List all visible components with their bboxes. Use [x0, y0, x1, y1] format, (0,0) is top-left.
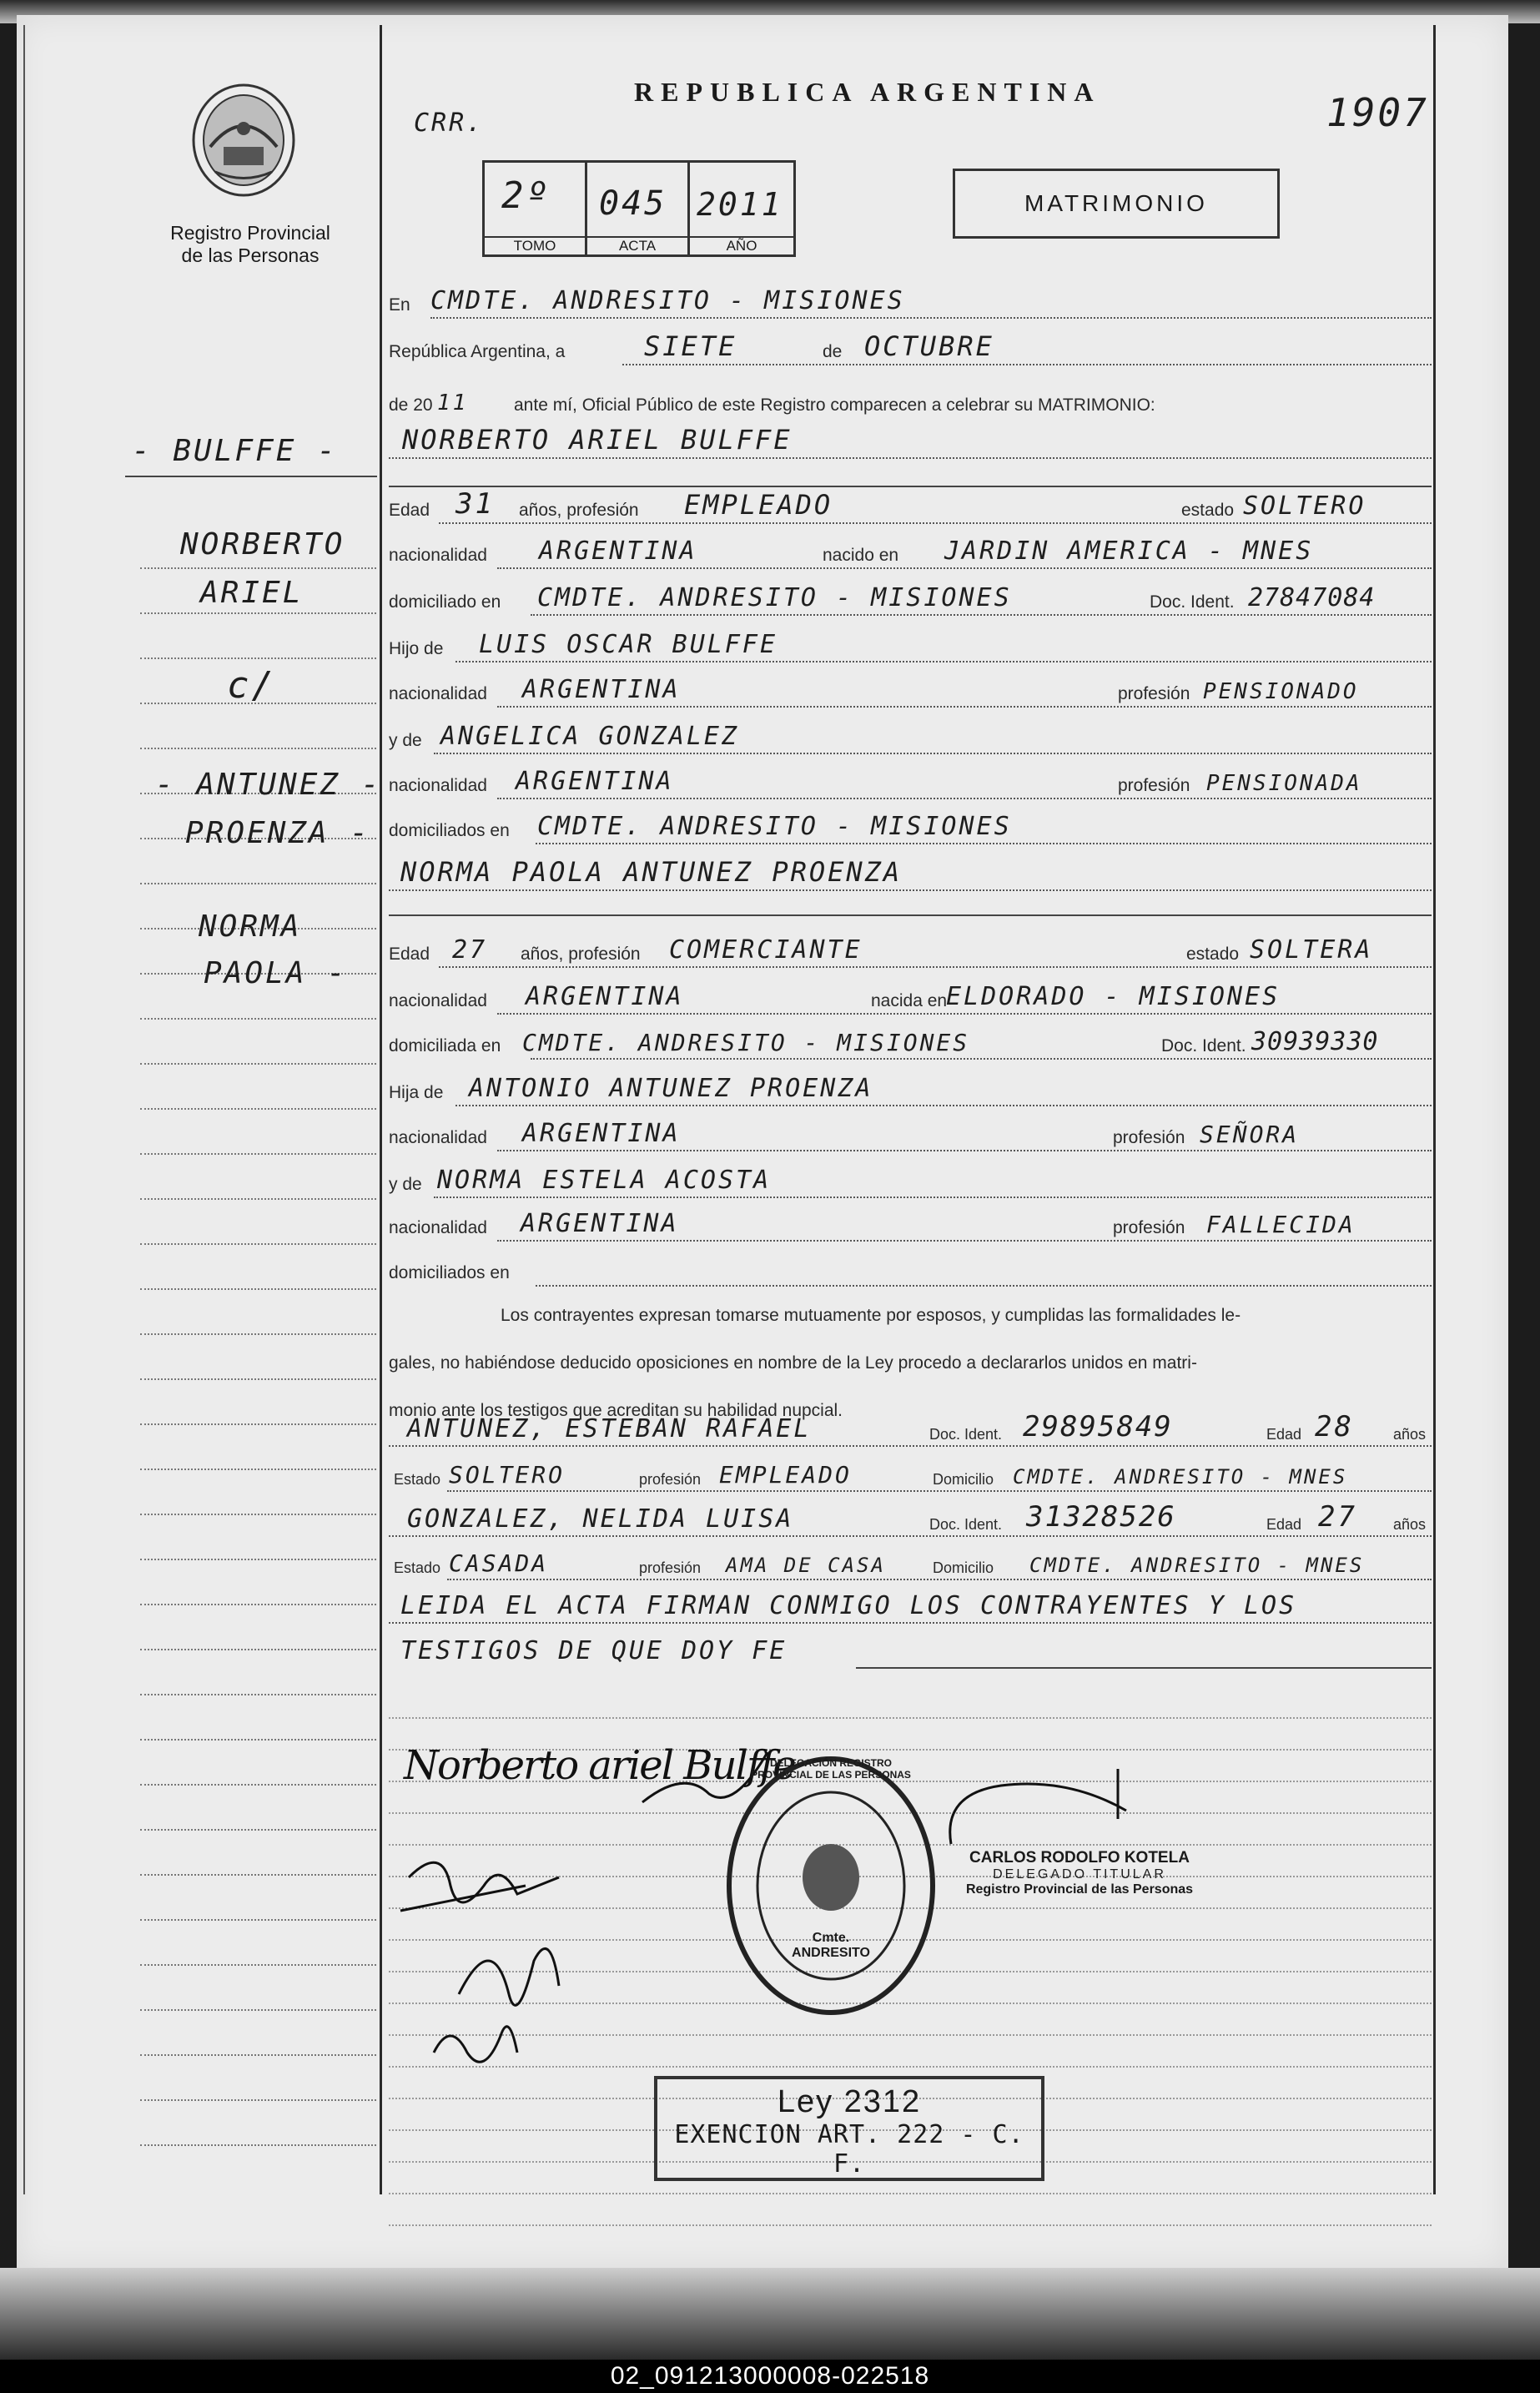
margin-ruled-line: [140, 657, 376, 659]
groom-anos-profesion: años, profesión: [519, 501, 639, 520]
page-number: 1907: [1326, 90, 1429, 135]
margin-ruled-line: [140, 1243, 376, 1245]
margin-ruled-line: [140, 2099, 376, 2101]
margin-ruled-line: [140, 1378, 376, 1380]
year-suffix: 11: [437, 390, 469, 416]
bride-father-prof: SEÑORA: [1200, 1121, 1300, 1148]
acta-cell: [587, 163, 690, 254]
place-value: CMDTE. ANDRESITO - MISIONES: [430, 286, 905, 315]
witness-2-status: CASADA: [449, 1549, 549, 1577]
margin-ruled-line: [140, 1874, 376, 1876]
stamp-line-2: EXENCION ART. 222 - C. F.: [674, 2120, 1024, 2179]
groom-full-name: NORBERTO ARIEL BULFFE: [402, 424, 793, 456]
bride-divider: [389, 914, 1432, 916]
bride-domicile-row: [389, 1025, 1432, 1066]
witness-2-estado-label: Estado: [394, 1559, 441, 1576]
witness-1-name: ANTUNEZ, ESTEBAN RAFAEL: [407, 1414, 812, 1443]
margin-ruled-line: [140, 1784, 376, 1786]
groom-mother-nat-label: nacionalidad: [389, 776, 487, 795]
bride-mother-nat-row: [389, 1207, 1432, 1248]
page-edge-bottom: [0, 2268, 1540, 2360]
witness-1-estado-label: Estado: [394, 1471, 441, 1488]
official-seal: [722, 1752, 939, 2019]
stamp-line-1: Ley 2312: [777, 2084, 922, 2119]
bride-anos-profesion: años, profesión: [521, 945, 641, 964]
tomo-label: TOMO: [485, 236, 585, 254]
margin-ruled-line: [140, 1469, 376, 1470]
declaration-line-3: monio ante los testigos que acreditan su habilidad nupcial.: [389, 1401, 843, 1420]
seal-text: DELEGACIÓN REGISTRO PROVINCIAL DE LAS PERSONAS: [751, 1757, 911, 1781]
groom-profession: EMPLEADO: [684, 489, 833, 521]
closing-line-1: LEIDA EL ACTA FIRMAN CONMIGO LOS CONTRAYENTES Y LOS: [400, 1591, 1297, 1620]
groom-nationality: ARGENTINA: [539, 537, 697, 566]
margin-ruled-line: [140, 1649, 376, 1650]
acta-label: ACTA: [587, 236, 687, 254]
groom-father-nat: ARGENTINA: [522, 675, 681, 704]
witness-2-name: GONZALEZ, NELIDA LUISA: [407, 1504, 794, 1534]
groom-doc: 27847084: [1248, 583, 1376, 612]
bride-father-nat-label: nacionalidad: [389, 1128, 487, 1147]
month-value: OCTUBRE: [864, 330, 994, 362]
record-number-box: [482, 160, 796, 257]
witness-1-anos-label: años: [1393, 1426, 1427, 1443]
declaration-line-1: Los contrayentes expresan tomarse mutuamente por esposos, y cumplidas las formalidades le-: [501, 1306, 1241, 1325]
en-label: En: [389, 295, 410, 315]
bride-signature-scribble: [392, 1827, 609, 2078]
bride-age: 27: [452, 935, 488, 965]
bride-mother-nat-label: nacionalidad: [389, 1218, 487, 1237]
witness-2-age: 27: [1318, 1500, 1357, 1534]
bride-status: SOLTERA: [1250, 935, 1373, 965]
groom-age: 31: [455, 487, 495, 521]
bride-full-name: NORMA PAOLA ANTUNEZ PROENZA: [400, 856, 903, 888]
right-border: [1433, 25, 1436, 2194]
groom-divider: [389, 486, 1432, 487]
margin-solid-line: [125, 476, 377, 477]
witness-2-profession: AMA DE CASA: [726, 1554, 886, 1577]
groom-hijo-label: Hijo de: [389, 639, 444, 658]
witness-1-profession: EMPLEADO: [719, 1461, 852, 1489]
acta-value: 045: [599, 184, 667, 223]
margin-ruled-line: [140, 1604, 376, 1605]
margin-surname-1: - BULFFE -: [132, 434, 338, 468]
place-row: [389, 284, 1432, 325]
groom-nacionalidad-label: nacionalidad: [389, 546, 487, 565]
margin-ruled-line: [140, 1018, 376, 1020]
bride-domicile: CMDTE. ANDRESITO - MISIONES: [522, 1029, 970, 1056]
bride-hija-label: Hija de: [389, 1083, 444, 1102]
bride-father-nat: ARGENTINA: [522, 1119, 681, 1148]
witness-1-dom-label: Domicilio: [933, 1471, 994, 1488]
margin-ruled-line: [140, 1333, 376, 1335]
margin-ruled-line: [140, 1919, 376, 1921]
margin-ruled-line: [140, 1964, 376, 1966]
margin-ruled-line: [140, 1423, 376, 1425]
groom-estado-label: estado: [1181, 501, 1235, 520]
tomo-cell: [485, 163, 587, 254]
year-row: [389, 384, 1432, 426]
bride-parents-dom-label: domiciliados en: [389, 1263, 510, 1282]
margin-ruled-line: [140, 2054, 376, 2056]
groom-name-row: [389, 424, 1432, 466]
ano-label: AÑO: [690, 236, 793, 254]
groom-parents-dom: CMDTE. ANDRESITO - MISIONES: [537, 812, 1012, 841]
witness-2-doc: 31328526: [1026, 1500, 1176, 1534]
margin-ruled-line: [140, 1559, 376, 1560]
ano-value: 2011: [697, 186, 783, 223]
margin-ruled-line: [140, 1198, 376, 1200]
margin-column: [0, 0, 380, 2253]
closing-row-1: [389, 1589, 1432, 1630]
groom-nacido-label: nacido en: [823, 546, 899, 565]
witness-2-anos-label: años: [1393, 1516, 1427, 1533]
closing-line-2: TESTIGOS DE QUE DOY FE: [400, 1636, 788, 1665]
groom-mother: ANGELICA GONZALEZ: [440, 722, 740, 751]
margin-ruled-line: [140, 1063, 376, 1065]
groom-mother-nat: ARGENTINA: [516, 767, 674, 796]
bride-mother-prof: FALLECIDA: [1206, 1211, 1356, 1238]
witness-1-domicile: CMDTE. ANDRESITO - MNES: [1013, 1465, 1348, 1489]
bride-profession: COMERCIANTE: [669, 935, 863, 965]
country-title: REPUBLICA ARGENTINA: [634, 77, 1101, 107]
witness-1-doc-label: Doc. Ident.: [929, 1426, 1003, 1443]
scan-identifier: 02_091213000008-022518: [0, 2360, 1540, 2393]
groom-edad-label: Edad: [389, 501, 430, 520]
margin-conjunction: c/: [227, 664, 276, 707]
official-office: Registro Provincial de las Personas: [965, 1882, 1194, 1897]
exemption-stamp: [654, 2076, 1044, 2181]
bride-nationality-row: [389, 980, 1432, 1021]
margin-ruled-line: [140, 1288, 376, 1290]
record-type: MATRIMONIO: [1024, 190, 1208, 216]
witness-1-edad-label: Edad: [1266, 1426, 1302, 1443]
groom-doc-label: Doc. Ident.: [1150, 592, 1235, 612]
ano-cell: [690, 163, 793, 254]
groom-birthplace: JARDIN AMERICA - MNES: [944, 537, 1314, 566]
margin-ruled-line: [140, 748, 376, 749]
groom-yde-label: y de: [389, 731, 422, 750]
groom-signature: Norberto ariel Bulffe: [404, 1742, 795, 1789]
bride-mother-nat: ARGENTINA: [521, 1209, 679, 1238]
ruled-line: [389, 2224, 1432, 2226]
margin-name-2a: NORMA: [199, 909, 302, 944]
margin-name-1a: NORBERTO: [180, 527, 345, 562]
margin-ruled-line: [140, 2009, 376, 2011]
bride-father: ANTONIO ANTUNEZ PROENZA: [469, 1074, 873, 1103]
closing-row-2: [389, 1634, 1432, 1675]
margin-ruled-line: [140, 1694, 376, 1695]
groom-domicile-row: [389, 581, 1432, 622]
groom-status: SOLTERO: [1243, 491, 1366, 521]
margin-ruled-line: [140, 1153, 376, 1155]
groom-mother-row: [389, 719, 1432, 761]
seal-center: Cmte. ANDRESITO: [792, 1931, 870, 1960]
ruled-line: [389, 2193, 1432, 2194]
margin-ruled-line: [140, 1739, 376, 1741]
margin-ruled-line: [140, 612, 376, 614]
bride-name-row: [389, 856, 1432, 898]
day-value: SIETE: [644, 330, 737, 362]
registry-line-1: Registro Provincial: [170, 222, 330, 244]
witness-2-row: [389, 1502, 1432, 1544]
declaration-line-2: gales, no habiéndose deducido oposiciones en nombre de la Ley procedo a declararlos unidos en matri-: [389, 1353, 1197, 1373]
margin-ruled-line: [140, 1108, 376, 1110]
groom-domicilio-label: domiciliado en: [389, 592, 501, 612]
groom-parents-dom-label: domiciliados en: [389, 821, 510, 840]
bride-father-row: [389, 1071, 1432, 1113]
bride-yde-label: y de: [389, 1175, 422, 1194]
groom-mother-nat-row: [389, 764, 1432, 806]
groom-mother-prof: PENSIONADA: [1206, 771, 1362, 796]
margin-ruled-line: [140, 567, 376, 569]
margin-ruled-line: [140, 1514, 376, 1515]
bride-birthplace: ELDORADO - MISIONES: [946, 982, 1281, 1011]
witness-1-prof-label: profesión: [639, 1471, 702, 1488]
groom-domicile: CMDTE. ANDRESITO - MISIONES: [537, 583, 1012, 612]
groom-mother-prof-label: profesión: [1118, 776, 1190, 795]
witness-1-detail-row: [389, 1457, 1432, 1499]
bride-estado-label: estado: [1186, 945, 1240, 964]
bride-nacionalidad-label: nacionalidad: [389, 991, 487, 1010]
official-block: [946, 1849, 1213, 1897]
witness-2-prof-label: profesión: [639, 1559, 702, 1576]
bride-domicilio-label: domiciliada en: [389, 1036, 501, 1055]
bride-age-row: [389, 933, 1432, 975]
year-prefix: de 20: [389, 395, 433, 415]
witness-2-detail-row: [389, 1545, 1432, 1587]
bride-mother-prof-label: profesión: [1113, 1218, 1185, 1237]
groom-father-nat-row: [389, 673, 1432, 714]
groom-father: LUIS OSCAR BULFFE: [479, 630, 778, 659]
margin-ruled-line: [140, 2144, 376, 2146]
bride-doc: 30939330: [1251, 1027, 1379, 1056]
groom-parents-dom-row: [389, 809, 1432, 851]
groom-father-nat-label: nacionalidad: [389, 684, 487, 703]
witness-1-status: SOLTERO: [449, 1461, 566, 1489]
witness-2-dom-label: Domicilio: [933, 1559, 994, 1576]
record-type-box: [953, 169, 1280, 239]
witness-2-edad-label: Edad: [1266, 1516, 1302, 1533]
groom-father-prof-label: profesión: [1118, 684, 1190, 703]
registry-line-2: de las Personas: [181, 244, 320, 266]
official-title: DELEGADO TITULAR: [993, 1867, 1166, 1882]
crr-mark: CRR.: [414, 108, 485, 138]
ruled-line: [389, 1717, 1432, 1719]
margin-ruled-line: [140, 1829, 376, 1831]
de-label: de: [823, 342, 843, 361]
witness-1-age: 28: [1315, 1410, 1354, 1443]
bride-mother-row: [389, 1163, 1432, 1205]
margin-name-1b: ARIEL: [200, 576, 304, 610]
bride-nacida-label: nacida en: [871, 991, 948, 1010]
bride-father-prof-label: profesión: [1113, 1128, 1185, 1147]
bride-doc-label: Doc. Ident.: [1161, 1036, 1246, 1055]
official-signature-scribble: [934, 1761, 1151, 1861]
margin-surname-2b: PROENZA -: [185, 816, 371, 850]
tomo-value: 2º: [501, 174, 551, 217]
bride-edad-label: Edad: [389, 945, 430, 964]
bride-nationality: ARGENTINA: [526, 982, 684, 1011]
witness-2-domicile: CMDTE. ANDRESITO - MNES: [1029, 1554, 1365, 1577]
comparecen-text: ante mí, Oficial Público de este Registro comparecen a celebrar su MATRIMONIO:: [514, 395, 1155, 415]
bride-father-nat-row: [389, 1116, 1432, 1158]
groom-nationality-row: [389, 534, 1432, 576]
witness-2-doc-label: Doc. Ident.: [929, 1516, 1003, 1533]
republica-label: República Argentina, a: [389, 342, 566, 361]
date-row: [389, 330, 1432, 372]
official-name: CARLOS RODOLFO KOTELA: [969, 1849, 1190, 1867]
margin-ruled-line: [140, 883, 376, 884]
bride-parents-dom-row: [389, 1252, 1432, 1293]
margin-surname-2a: - ANTUNEZ -: [155, 768, 382, 802]
groom-father-prof: PENSIONADO: [1203, 679, 1359, 704]
groom-age-row: [389, 489, 1432, 531]
witness-1-doc: 29895849: [1023, 1410, 1173, 1443]
bride-mother: NORMA ESTELA ACOSTA: [437, 1166, 772, 1195]
groom-father-row: [389, 627, 1432, 669]
margin-name-2b: PAOLA -: [204, 956, 348, 990]
witness-1-row: [389, 1412, 1432, 1453]
